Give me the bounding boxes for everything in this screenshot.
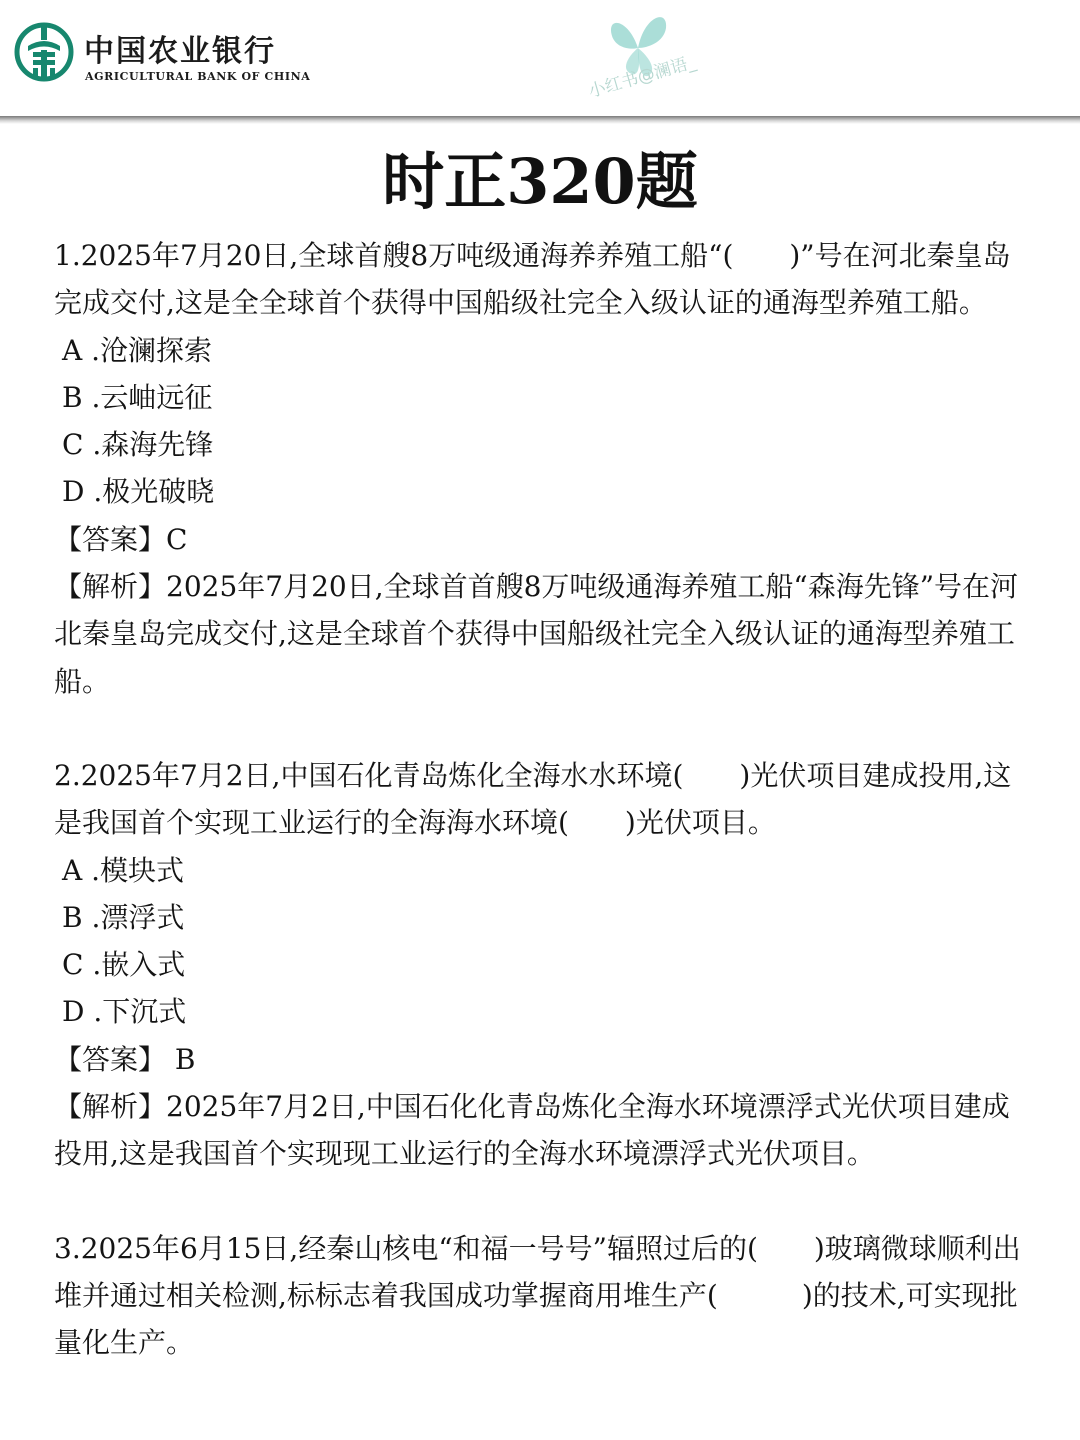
- question-item: [54, 232, 1029, 705]
- answer: 【答案】 B: [54, 1042, 196, 1076]
- option-d: D .极光破晓: [62, 475, 215, 509]
- option-b: B .漂浮式: [62, 900, 185, 934]
- question-item: [54, 1225, 1029, 1367]
- analysis: 【解析】2025年7月20日,全球首首艘8万吨级通海养殖工船“森海先锋”号在河北秦皇岛完成交付,这是全球首个获得中国船级社完全入级认证的通海型养殖工船。: [54, 570, 1019, 698]
- answer: 【答案】C: [54, 522, 188, 556]
- page-title: 时正320题: [382, 145, 698, 218]
- question-spacer: [54, 705, 1029, 752]
- option-c: C .嵌入式: [62, 948, 186, 982]
- question-stem: 3.2025年6月15日,经秦山核电“和福一号号”辐照过后的( )玻璃微球顺利出堆并通过相关检测,标标志着我国成功掌握商用堆生产( )的技术,可实现批量化生产。: [54, 1231, 1021, 1360]
- question-item: [54, 752, 1029, 1178]
- option-a: A .模块式: [62, 853, 185, 887]
- bank-name-english: AGRICULTURAL BANK OF CHINA: [85, 70, 311, 83]
- abc-bank-logo-icon: [14, 22, 74, 82]
- question-stem: 1.2025年7月20日,全球首艘8万吨级通海养养殖工船“( )”号在河北秦皇岛完成交付,这是全全球首个获得中国船级社完全入级认证的通海型养殖工船。: [54, 239, 1011, 320]
- option-b: B .云岫远征: [62, 380, 213, 414]
- option-d: D .下沉式: [62, 995, 187, 1029]
- question-spacer: [54, 1178, 1029, 1225]
- watermark-text: 小红书@澜语_: [586, 52, 699, 103]
- question-list: [54, 232, 1029, 1367]
- header-banner: [0, 0, 1080, 118]
- option-a: A .沧澜探索: [62, 333, 213, 367]
- analysis: 【解析】2025年7月2日,中国石化化青岛炼化全海水环境漂浮式光伏项目建成投用,这是我国首个实现现工业运行的全海水环境漂浮式光伏项目。: [54, 1090, 1010, 1171]
- bank-name-chinese: 中国农业银行: [84, 34, 276, 69]
- header-divider: [0, 116, 1080, 124]
- question-stem: 2.2025年7月2日,中国石化青岛炼化全海水水环境( )光伏项目建成投用,这是我国首个实现工业运行的全海海水环境( )光伏项目。: [54, 758, 1012, 840]
- option-c: C .森海先锋: [62, 428, 214, 462]
